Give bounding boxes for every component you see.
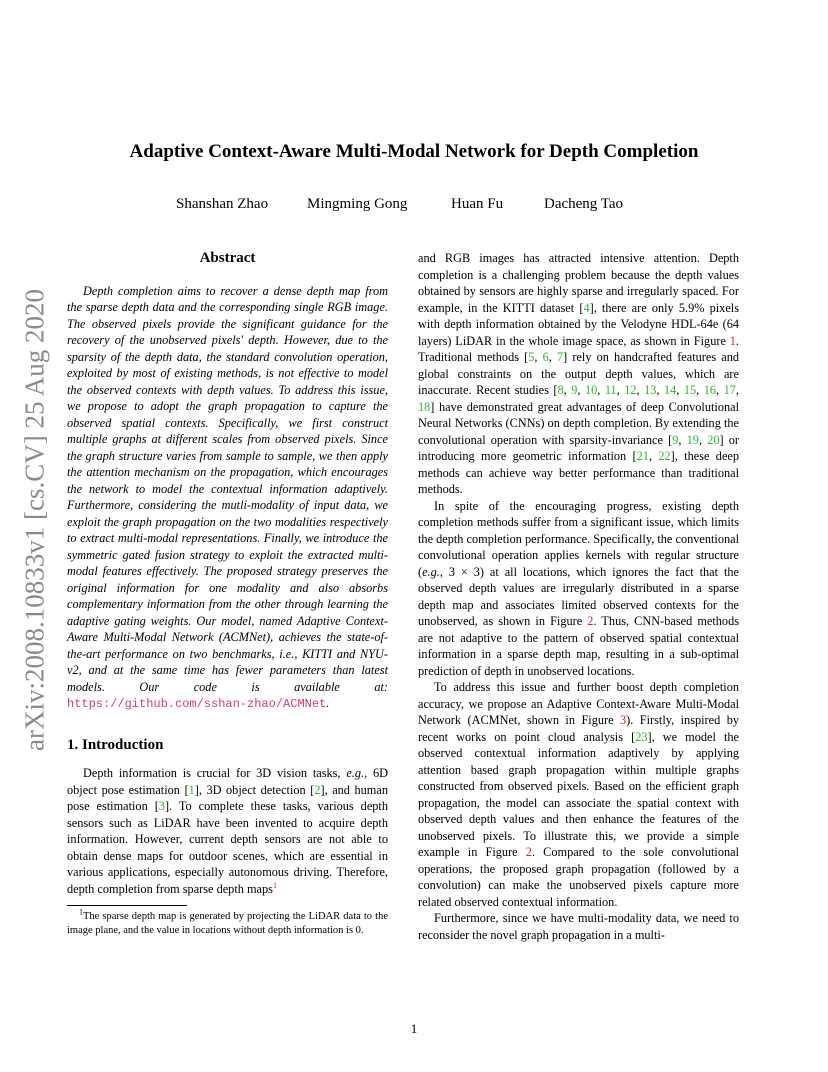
footnote-link[interactable]: 1 <box>272 880 277 890</box>
citation-link[interactable]: 18 <box>418 399 431 414</box>
citation-link[interactable]: 20 <box>707 432 720 447</box>
citation-link[interactable]: 9 <box>571 383 578 397</box>
figure-link[interactable]: 1 <box>729 333 736 348</box>
footnote: $^1$The sparse depth map is generated by projecting the LiDAR data to the image plane, and the value in locations without depth information is 0. <box>67 907 388 936</box>
body-paragraph: In spite of the encouraging progress, existing depth completion methods suffer from a significant issue, which limits the depth completion performance. Specifically, the conventional convolutional operation applies kernels with regular structure (e.g., 3 × 3) at all locations, which ignores the fact that the observed depth values are irregularly distributed in a sparse depth map and associates limited observed contexts for the unobserved, as shown in Figure 2. Thus, CNN-based methods are not adaptive to the pattern of observed spatial contextual information in a sparse depth map, resulting in a sub-optimal prediction of depth in unobserved locations. <box>418 498 739 678</box>
citation-link[interactable]: 6 <box>542 350 549 364</box>
arxiv-identifier: arXiv:2008.10833v1 [cs.CV] 25 Aug 2020 <box>19 289 50 751</box>
figure-link[interactable]: 3 <box>620 713 627 727</box>
citation-link[interactable]: 11 <box>604 383 617 397</box>
citation-link[interactable]: 3 <box>158 799 165 813</box>
left-column <box>67 250 388 938</box>
citation-link[interactable]: 13 <box>644 383 657 397</box>
right-column <box>418 250 739 943</box>
citation-link[interactable]: 10 <box>584 383 598 397</box>
author-list <box>0 196 828 216</box>
abstract-heading: Abstract <box>199 250 256 266</box>
author-name: Dacheng Tao <box>544 196 624 212</box>
citation-link[interactable]: 4 <box>583 300 590 315</box>
paper-title: Adaptive Context-Aware Multi-Modal Network for Depth Completion <box>129 141 699 162</box>
figure-link[interactable]: 2 <box>525 845 532 859</box>
intro-paragraph: Depth information is crucial for 3D vision tasks, e.g., 6D object pose estimation [1], 3D object detection [2], and human pose estimation [3]. To complete these tasks, various depth sensors such as LiDAR have been invented to acquire depth information. However, current depth sensors are not able to obtain dense maps for outdoor scenes, which are essential in various applications, especially autonomous driving. Therefore, depth completion from sparse depth maps$^1$ <box>67 766 389 896</box>
body-paragraph: To address this issue and further boost depth completion accuracy, we propose an Adaptive Context-Aware Multi-Modal Network (ACMNet, shown in Figure 3). Firstly, inspired by recent works on point cloud analysis [23], we model the observed contextual information adaptively by applying attention based graph propagation within multiple graphs constructed from observed pixels. Based on the efficient graph propagation, the model can associate the spatial context with observed depth values and then enhance the features of the unobserved pixels. To illustrate this, we provide a simple example in Figure 2. Compared to the sole convolutional operations, the proposed graph propagation (followed by a convolution) can make the unobserved pixels capture more related observed contextual information. <box>418 680 740 909</box>
code-link[interactable]: https://github.com/sshan-zhao/ACMNet <box>67 697 327 711</box>
section-heading: 1. Introduction <box>67 736 164 753</box>
citation-link[interactable]: 16 <box>703 383 717 397</box>
citation-link[interactable]: 14 <box>664 383 677 397</box>
citation-link[interactable]: 1 <box>188 782 195 797</box>
abstract-text: Depth completion aims to recover a dense depth map from the sparse depth data and the corresponding single RGB image. The observed pixels provide the significant guidance for the recovery of the unobserved pixels' depth. However, due to the sparsity of the depth data, the standard convolution operation, exploited by most of existing methods, is not effective to model the observed contexts with depth values. To address this issue, we propose to adopt the graph propagation to capture the observed spatial contexts. Specifically, we first construct multiple graphs at different scales from observed pixels. Since the graph structure varies from sample to sample, we then apply the attention mechanism on the propagation, which encourages the network to model the contextual information adaptively. Furthermore, considering the mutli-modality of input data, we exploit the graph propagation on the two modalities respectively to extract multi-modal representations. Finally, we introduce the symmetric gated fusion strategy to exploit the extracted multi-modal features effectively. The proposed strategy preserves the original information for one modality and also absorbs complementary information from the other through learning the adaptive gating weights. Our model, named Adaptive Context-Aware Multi-Modal Network (ACMNet), achieves the state-of-the-art performance on two benchmarks, i.e., KITTI and NYU-v2, and at the same time has fewer parameters than latest models. Our code is available at: https://github.com/sshan-zhao/ACMNet. <box>67 283 388 711</box>
page-number: 1 <box>410 1021 418 1036</box>
citation-link[interactable]: 15 <box>683 383 697 397</box>
citation-link[interactable]: 21 <box>636 449 649 463</box>
body-paragraph: Furthermore, since we have multi-modality data, we need to reconsider the novel graph propagation in a multi- <box>418 911 739 942</box>
author-name: Shanshan Zhao <box>176 196 269 212</box>
citation-link[interactable]: 8 <box>557 383 564 397</box>
citation-link[interactable]: 2 <box>314 782 321 797</box>
arxiv-sidebar-stamp <box>20 280 50 760</box>
citation-link[interactable]: 9 <box>672 432 679 447</box>
author-name: Huan Fu <box>451 196 504 212</box>
citation-link[interactable]: 5 <box>528 350 535 364</box>
citation-link[interactable]: 19 <box>686 432 699 447</box>
citation-link[interactable]: 17 <box>723 383 736 397</box>
body-paragraph: and RGB images has attracted intensive attention. Depth completion is a challenging problem because the depth values obtained by sensors are highly sparse and irregularly spaced. For example, in the KITTI dataset [4], there are only 5.9% pixels with depth information obtained by the Velodyne HDL-64e (64 layers) LiDAR in the whole image space, as shown in Figure 1. Traditional methods [5, 6, 7] rely on handcrafted features and global constraints on the output depth values, which are inaccurate. Recent studies [8, 9, 10, 11, 12, 13, 14, 15, 16, 17, 18] have demonstrated great advantages of deep Convolutional Neural Networks (CNNs) on depth completion. By extending the convolutional operation with sparsity-invariance [9, 19, 20] or introducing more geometric information [21, 22], these deep methods can achieve way better performance than traditional methods. <box>418 251 740 496</box>
author-name: Mingming Gong <box>307 196 408 212</box>
figure-link[interactable]: 2 <box>587 614 594 628</box>
citation-link[interactable]: 22 <box>658 449 671 463</box>
citation-link[interactable]: 12 <box>624 383 637 397</box>
citation-link[interactable]: 23 <box>635 729 648 744</box>
footnote-divider <box>67 905 187 906</box>
citation-link[interactable]: 7 <box>556 350 564 364</box>
